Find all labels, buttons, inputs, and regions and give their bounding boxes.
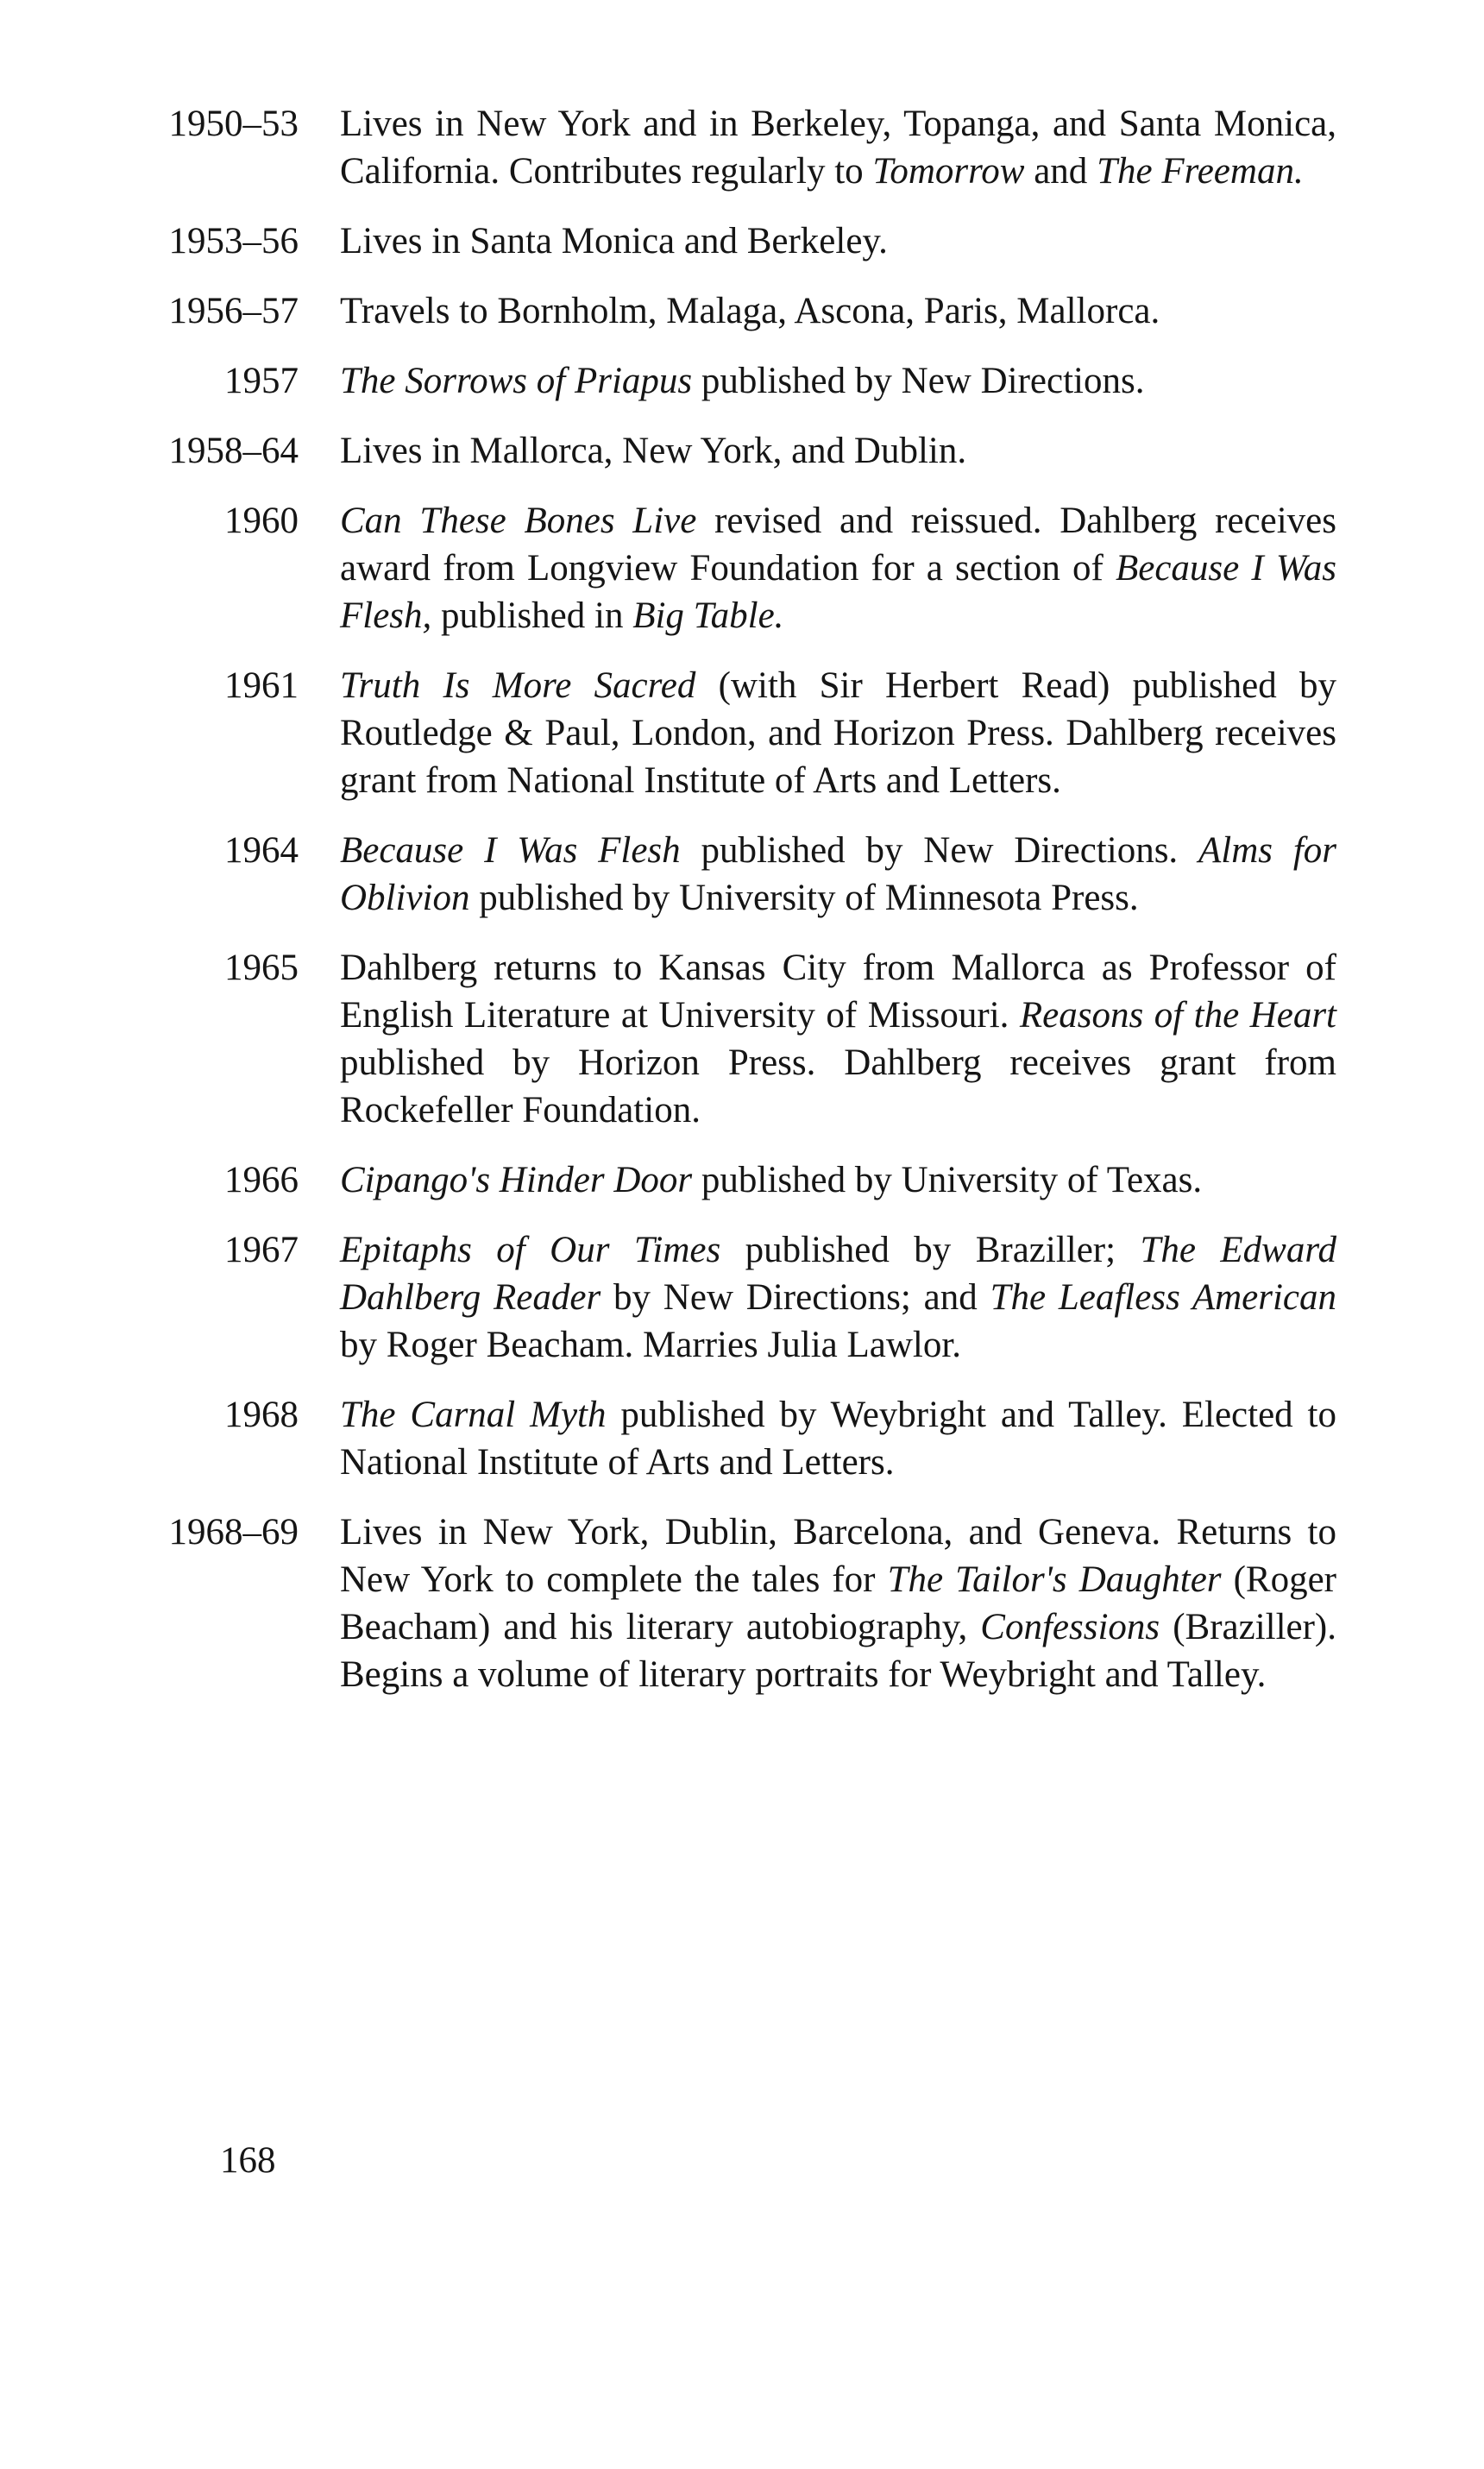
entry-year: 1950–53 [168,104,299,144]
page-number: 168 [220,2140,276,2181]
entry-year: 1968 [224,1395,299,1435]
description-text: published by Weybright and Talley. Elected to National Institute of Arts and Letters. [340,1395,1336,1483]
title-italic-text: Confessions [980,1607,1160,1647]
entry-description [340,287,1336,335]
entry-description [340,827,1336,922]
description-text: revised and reissued. Dahlberg receives award from Longview Foundation for a section of [340,501,1337,589]
description-text: published by New Directions. [692,361,1145,401]
description-text: Lives in New York and in Berkeley, Topanga, and Santa Monica, California. Contributes regularly to [340,104,1336,192]
title-italic-text: Big Table. [632,595,784,636]
chronology-entry [128,287,1344,335]
title-italic-text: The Edward Dahlberg Reader [340,1230,1337,1318]
title-italic-text: Reasons of the Heart [1019,995,1336,1036]
description-text: published by Horizon Press. Dahlberg receives grant from Rockefeller Foundation. [340,1042,1336,1131]
chronology-entry [128,944,1344,1134]
title-italic-text: The Freeman. [1097,151,1304,192]
description-text: and [1024,151,1097,192]
title-italic-text: The Tailor's Daughter [887,1559,1222,1600]
entry-description [340,497,1336,639]
entry-year: 1968–69 [168,1512,299,1553]
description-text: published by New Directions. [680,830,1198,871]
entry-description [340,1156,1336,1204]
description-text: published by University of Minnesota Press. [469,878,1139,918]
title-italic-text: Alms for Oblivion [340,830,1336,918]
entry-description [340,217,1336,265]
entry-description [340,662,1336,804]
description-text: (with Sir Herbert Read) published by Routledge & Paul, London, and Horizon Press. Dahlberg receives grant from National Institute of Arts and Letters. [340,665,1336,801]
title-italic-text: Tomorrow [872,151,1025,192]
title-italic-text: Epitaphs of Our Times [340,1230,721,1270]
chronology-entry [128,827,1344,922]
title-italic-text: The Sorrows of Priapus [340,361,693,401]
chronology-entry [128,1508,1344,1698]
entry-year: 1957 [224,361,299,401]
chronology-entry [128,662,1344,804]
description-text: (Roger Beacham) and his literary autobiography, [340,1559,1336,1647]
chronology-entry [128,497,1344,639]
entry-year: 1961 [224,665,299,706]
entry-year: 1965 [224,948,299,988]
entry-year: 1964 [224,830,299,871]
chronology-entry [128,1156,1344,1204]
entry-year: 1953–56 [168,221,299,261]
description-text: published in [431,595,633,636]
entry-description [340,100,1336,195]
description-text: by Roger Beacham. Marries Julia Lawlor. [340,1325,962,1365]
description-text: (Braziller). Begins a volume of literary portraits for Weybright and Talley. [340,1607,1337,1695]
entry-description [340,1508,1336,1698]
entry-year: 1960 [224,501,299,541]
title-italic-text: The Carnal Myth [340,1395,607,1435]
chronology-entry [128,1391,1344,1486]
title-italic-text: The Leafless American [990,1277,1337,1318]
title-italic-text: Because I Was Flesh, [340,548,1337,636]
chronology-entry [128,217,1344,265]
description-text: published by University of Texas. [692,1160,1203,1200]
description-text: Dahlberg returns to Kansas City from Mallorca as Professor of English Literature at University of Missouri. [340,948,1336,1036]
entry-description [340,357,1336,405]
description-text: Lives in Mallorca, New York, and Dublin. [340,431,967,471]
description-text: Lives in Santa Monica and Berkeley. [340,221,888,261]
title-italic-text: Truth Is More Sacred [340,665,696,706]
description-text: Lives in New York, Dublin, Barcelona, and Geneva. Returns to New York to complete the tales for [340,1512,1336,1600]
chronology-list [128,100,1344,1721]
entry-year: 1958–64 [168,431,299,471]
entry-description [340,427,1336,475]
description-text: Travels to Bornholm, Malaga, Ascona, Paris, Mallorca. [340,291,1160,331]
entry-description [340,1391,1336,1486]
chronology-entry [128,427,1344,475]
chronology-entry [128,1226,1344,1369]
title-italic-text: Cipango's Hinder Door [340,1160,693,1200]
title-italic-text: Can These Bones Live [340,501,697,541]
entry-year: 1956–57 [168,291,299,331]
title-italic-text: Because I Was Flesh [340,830,681,871]
description-text: published by Braziller; [720,1230,1141,1270]
chronology-entry [128,100,1344,195]
entry-year: 1967 [224,1230,299,1270]
entry-description [340,944,1336,1134]
chronology-entry [128,357,1344,405]
description-text: by New Directions; and [601,1277,990,1318]
entry-description [340,1226,1336,1369]
entry-year: 1966 [224,1160,299,1200]
